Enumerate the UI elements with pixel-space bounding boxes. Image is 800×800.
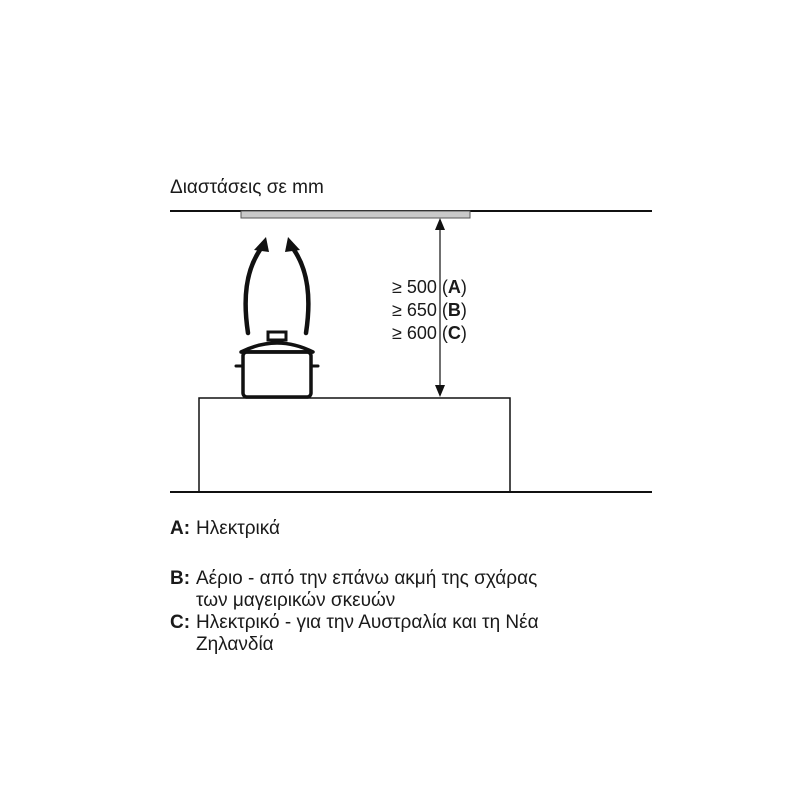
legend-key: B: (170, 568, 191, 589)
steam-arrow-right-icon (285, 237, 308, 333)
legend-text: Ηλεκτρικό - για την Αυστραλία και τη Νέα (196, 612, 539, 633)
legend-key: C: (170, 612, 191, 633)
legend-text: Ζηλανδία (196, 634, 274, 655)
diagram-title: Διαστάσεις σε mm (170, 177, 324, 198)
cooking-pot-icon (236, 332, 318, 397)
legend-text: των μαγειρικών σκευών (196, 590, 396, 611)
hood-panel (241, 211, 470, 218)
dimension-label-a: ≥ 500 (A) (392, 277, 467, 297)
legend-item-a (170, 518, 280, 540)
steam-arrow-left-icon (246, 237, 269, 333)
legend-text: Αέριο - από την επάνω ακμή της σχάρας (196, 568, 538, 589)
legend-item-c (170, 612, 539, 656)
legend-text: Ηλεκτρικά (196, 518, 280, 539)
dimension-label-b: ≥ 650 (B) (392, 300, 467, 320)
dimension-label-c: ≥ 600 (C) (392, 323, 467, 343)
legend-item-b (170, 568, 537, 612)
cabinet (199, 398, 510, 492)
legend-key: A: (170, 518, 191, 539)
